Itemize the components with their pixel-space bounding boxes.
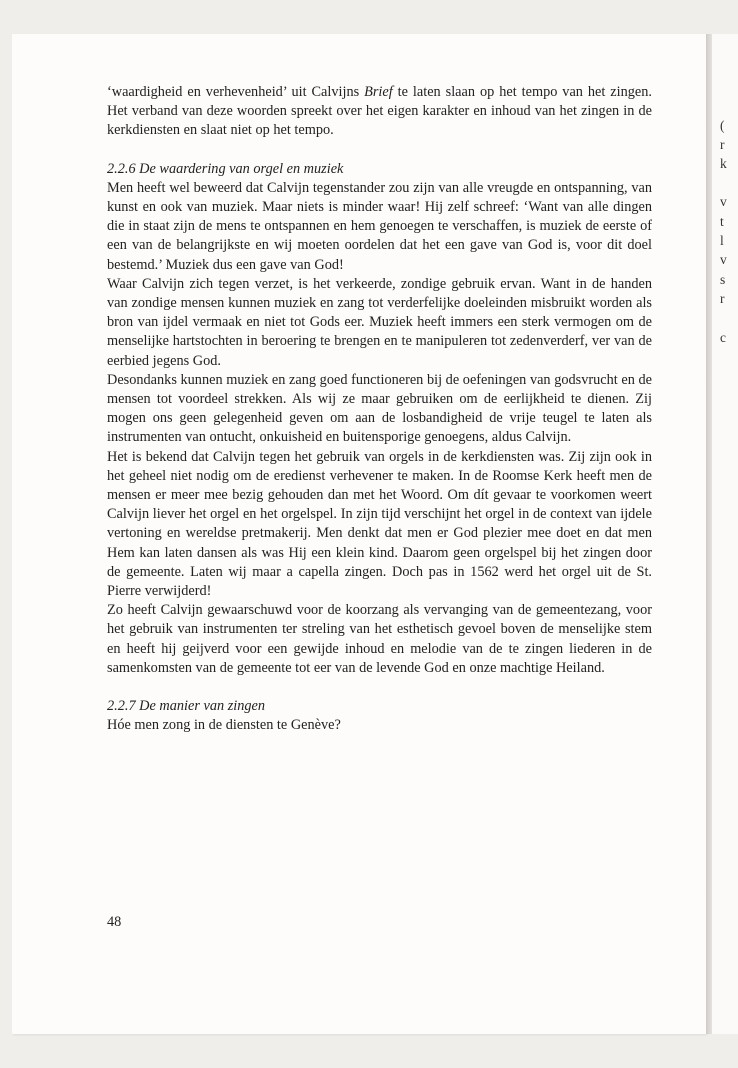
section-heading-2-2-6: 2.2.6 De waardering van orgel en muziek	[107, 160, 344, 177]
intro-emphasis: Brief	[364, 84, 393, 100]
page-number: 48	[107, 914, 122, 930]
paragraph: Hóe men zong in de diensten te Genève?	[107, 717, 341, 734]
intro-text: ‘waardigheid en verhevenheid’ uit Calvijns	[107, 84, 365, 100]
paragraph: Desondanks kunnen muziek en zang goed functioneren bij de oefeningen van godsvrucht en de mensen tot voordeel strekken. Als wij ze maar gebruiken om de eerlijkheid te dienen. Zij mogen ons geen gelegenheid geven om aan de losbandigheid de vrije teugel te laten als instrumenten van ontucht, onkuisheid en buitensporige genoegens, aldus Calvijn.	[107, 371, 652, 446]
paragraph: Men heeft wel beweerd dat Calvijn tegenstander zou zijn van alle vreugde en ontspanning, van kunst en ook van muziek. Maar niets is minder waar! Hij zelf schreef: ‘Want van alle dingen die in staat zijn de mens te ontspannen en hem genoegen te verschaffen, is muziek de eerste of een van de belangrijkste en wij moeten oordelen dat het een gave van God is, voor dit doel bestemd.’ Muziek dus een gave van God!	[107, 179, 652, 273]
next-page-char: v	[720, 194, 727, 209]
intro-text: te laten slaan op het tempo van het zingen. Het verband van deze woorden spreekt over het eigen karakter en inhoud van het zingen in de kerkdiensten en slaat niet op het tempo.	[107, 84, 652, 139]
next-page-char: (	[720, 118, 725, 133]
paragraph: Zo heeft Calvijn gewaarschuwd voor de koorzang als vervanging van de gemeentezang, voor het gebruik van instrumenten ter streling van het esthetisch gevoel boven de menselijke stem en heeft hij geijverd voor een gewijde inhoud en melodie van de te zingen liederen in de samenkomsten van de gemeente tot eer van de levende God en onze machtige Heiland.	[107, 602, 652, 676]
page-body	[107, 83, 652, 736]
next-page-char: c	[720, 330, 726, 345]
next-page-char: t	[720, 214, 724, 229]
section-heading-2-2-7: 2.2.7 De manier van zingen	[107, 698, 266, 715]
paragraph: Het is bekend dat Calvijn tegen het gebruik van orgels in de kerkdiensten was. Zij zijn ook in het geheel niet nodig om de eredienst verhevener te maken. In de Roomse Kerk heeft men de mensen er meer mee bezig gehouden dan met het Woord. Om dít gevaar te voorkomen weert Calvijn liever het orgel en het orgelspel. In zijn tijd verschijnt het orgel in de context van ijdele vertoning en wereldse pretmakerij. Men denkt dat men er God plezier mee doet en dat men Hem kan laten dansen als was Hij een klein kind. Daarom geen orgelspel bij het zingen door de gemeente. Laten wij maar a capella zingen. Doch pas in 1562 werd het orgel uit de St. Pierre verwijderd!	[107, 448, 652, 600]
next-page-char: l	[720, 233, 724, 248]
paragraph: Waar Calvijn zich tegen verzet, is het verkeerde, zondige gebruik ervan. Want in de handen van zondige mensen kunnen muziek en zang tot verderfelijke doeleinden misbruikt worden als bron van ijdel vermaak en niet tot Gods eer. Muziek heeft immers een sterk vermogen om de menselijke hartstochten in beroering te brengen en te manipuleren tot zedenverderf, ver van de eerbied jegens God.	[107, 275, 652, 369]
next-page-char: r	[720, 291, 725, 306]
next-page-char: v	[720, 252, 727, 267]
next-page-edge	[712, 34, 738, 1034]
next-page-char: r	[720, 137, 725, 152]
next-page-char: s	[720, 272, 726, 287]
next-page-char: k	[720, 156, 727, 171]
intro-paragraph	[107, 83, 652, 141]
